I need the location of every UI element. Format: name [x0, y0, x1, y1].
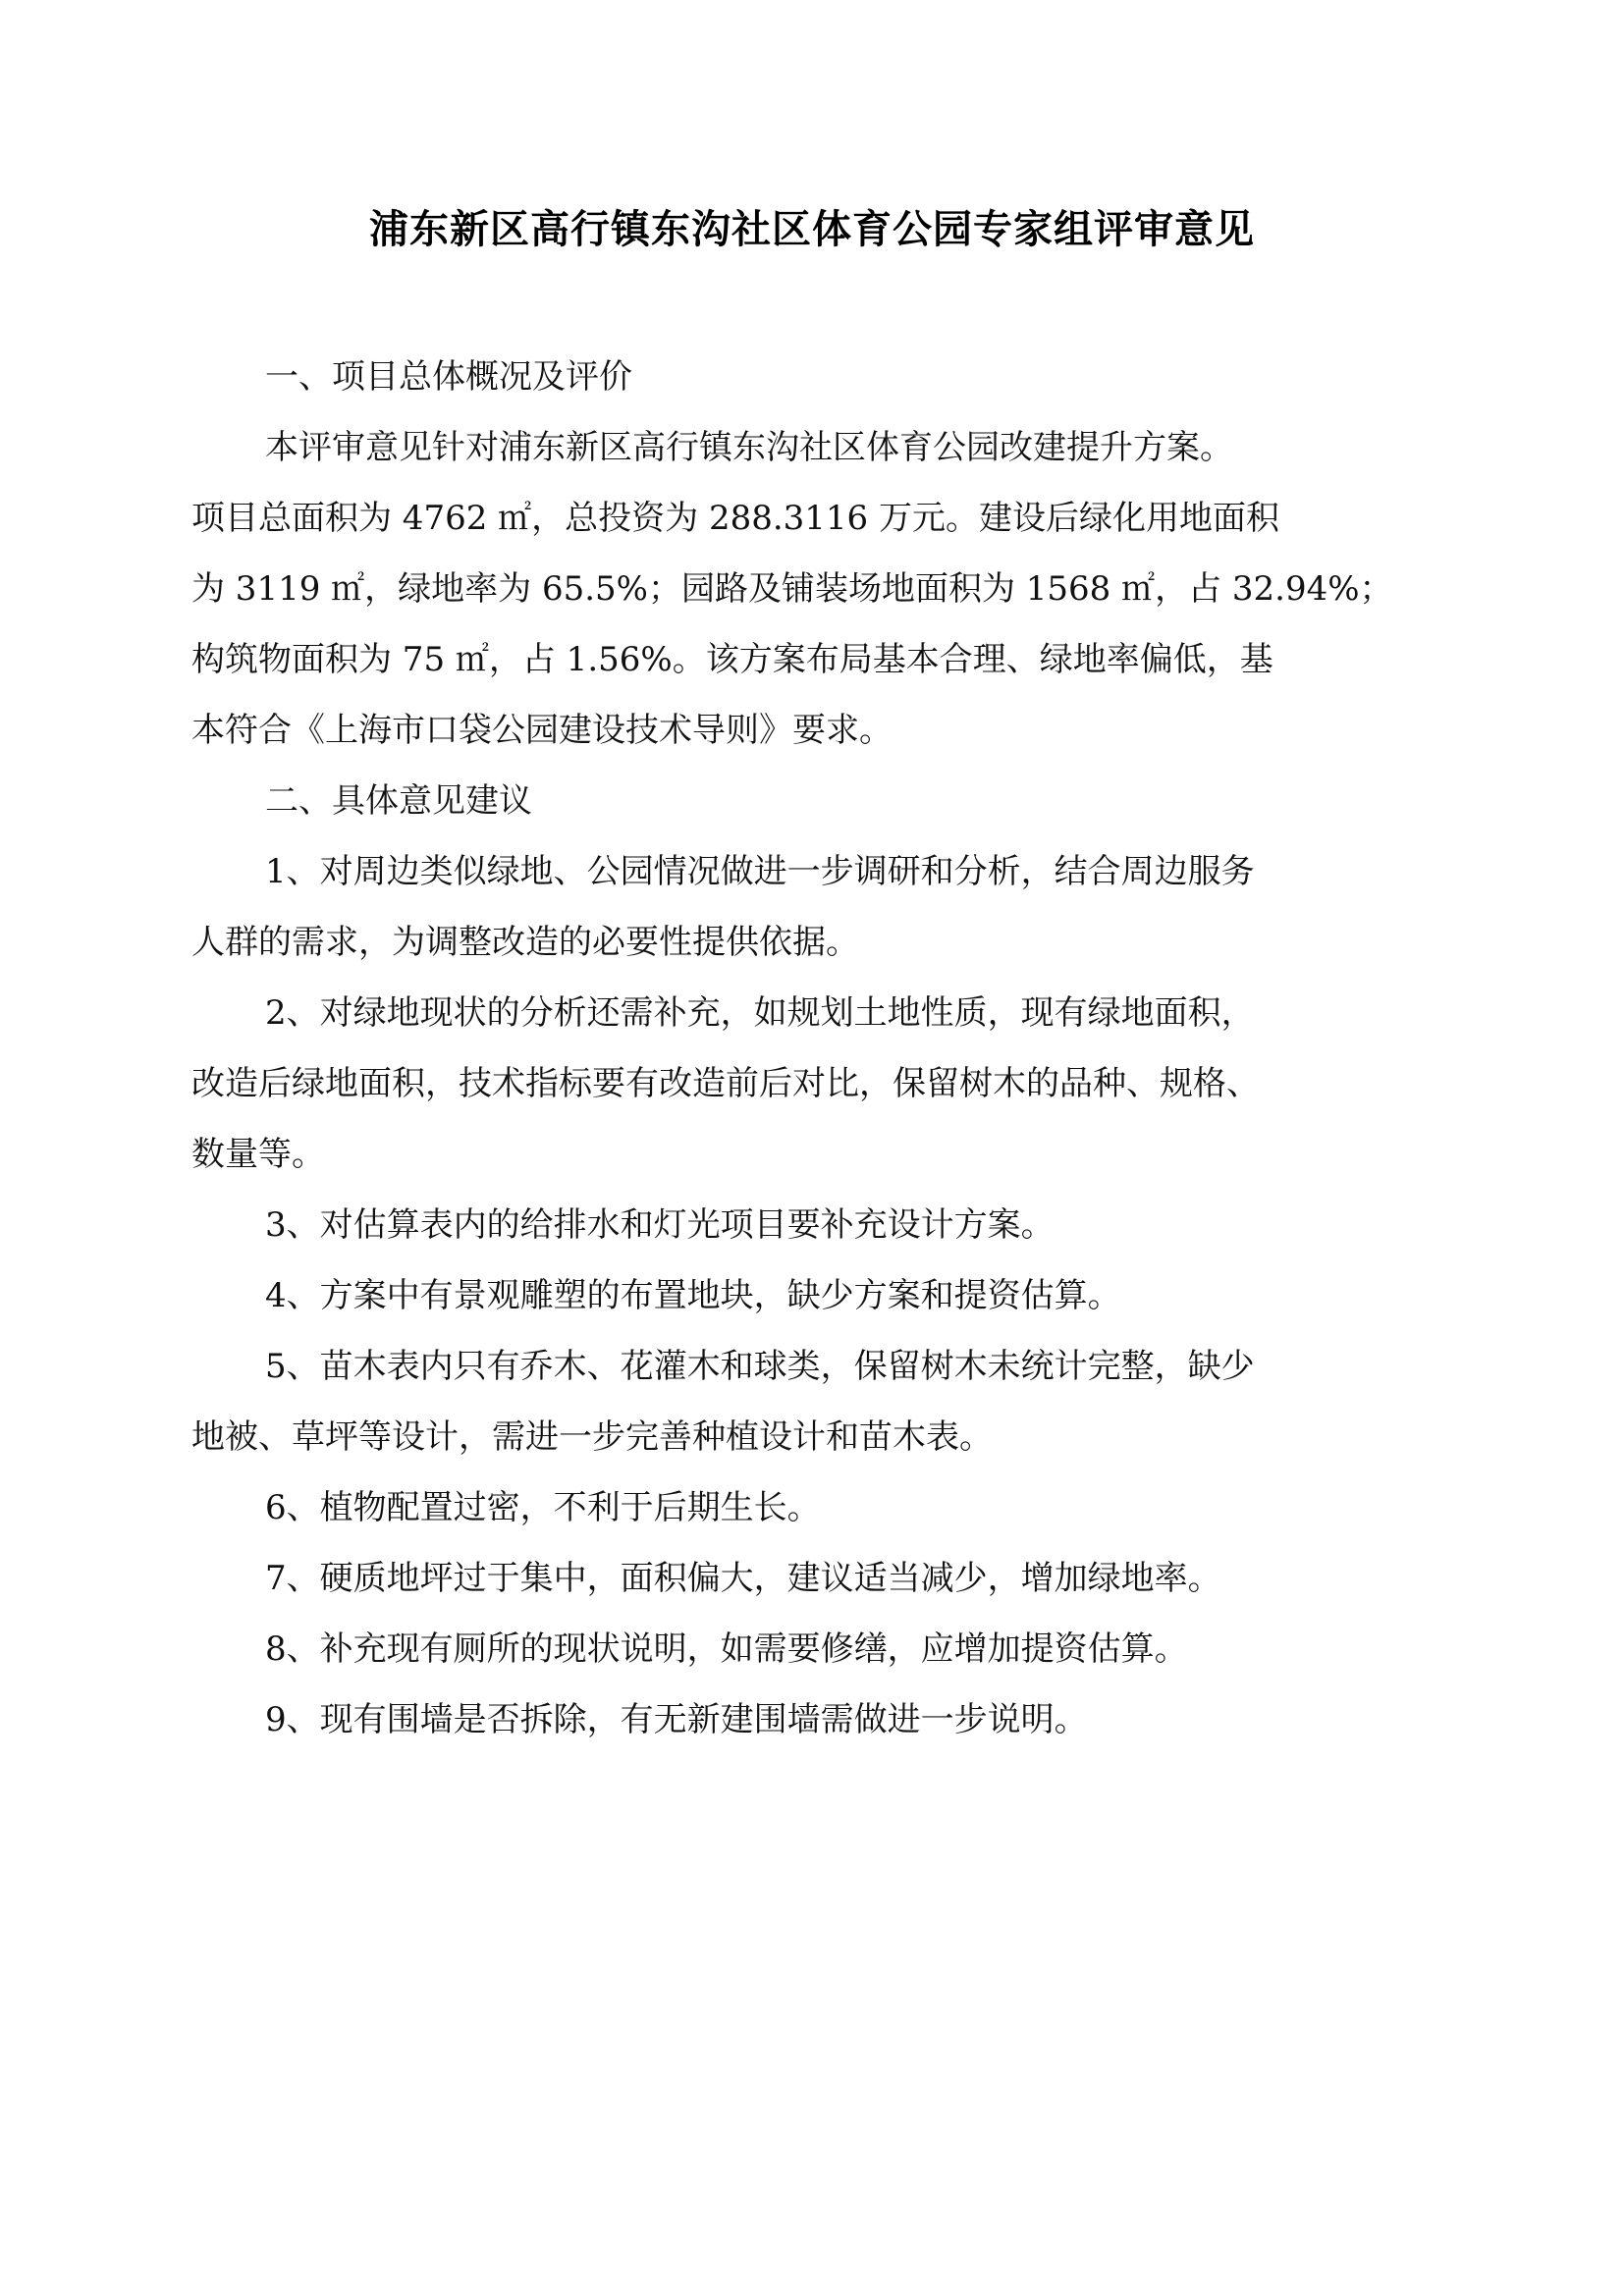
text-line: 5、苗木表内只有乔木、花灌木和球类，保留树木未统计完整，缺少: [265, 1347, 1255, 1386]
text-line: 4、方案中有景观雕塑的布置地块，缺少方案和提资估算。: [265, 1276, 1121, 1315]
paragraph-overview: [191, 412, 1393, 766]
text-line: 1、对周边类似绿地、公园情况做进一步调研和分析，结合周边服务: [265, 852, 1255, 891]
list-item-8: [191, 1614, 1384, 1684]
list-item-3: [191, 1190, 1384, 1260]
list-item-1: [191, 836, 1384, 978]
text-line: 本符合《上海市口袋公园建设技术导则》要求。: [191, 711, 893, 750]
text-line: 2、对绿地现状的分析还需补充，如规划土地性质，现有绿地面积，: [265, 993, 1255, 1033]
text-line: 地被、草坪等设计，需进一步完善种植设计和苗木表。: [191, 1417, 993, 1457]
list-item-6: [191, 1472, 1384, 1543]
list-item-2: [191, 978, 1384, 1190]
list-item-4: [191, 1260, 1384, 1331]
text-line: 8、补充现有厕所的现状说明，如需要修缮，应增加提资估算。: [265, 1629, 1188, 1669]
text-line: 3、对估算表内的给排水和灯光项目要补充设计方案。: [265, 1205, 1055, 1245]
text-line: 人群的需求，为调整改造的必要性提供依据。: [191, 923, 859, 962]
text-line: 构筑物面积为 75 ㎡，占 1.56%。该方案布局基本合理、绿地率偏低，基: [191, 640, 1273, 679]
list-item-5: [191, 1331, 1384, 1472]
list-item-7: [191, 1543, 1384, 1614]
section-heading-suggestions: [191, 766, 1384, 836]
text-line: 二、具体意见建议: [265, 781, 532, 821]
text-line: 一、项目总体概况及评价: [265, 357, 632, 397]
text-line: 项目总面积为 4762 ㎡，总投资为 288.3116 万元。建设后绿化用地面积: [191, 499, 1279, 538]
text-line: 7、硬质地坪过于集中，面积偏大，建议适当减少，增加绿地率。: [265, 1559, 1221, 1598]
document-title: 浦东新区高行镇东沟社区体育公园专家组评审意见: [369, 207, 1255, 252]
list-item-9: [191, 1684, 1384, 1755]
text-line: 改造后绿地面积，技术指标要有改造前后对比，保留树木的品种、规格、: [191, 1064, 1260, 1103]
text-line: 数量等。: [191, 1135, 325, 1174]
text-line: 为 3119 ㎡，绿地率为 65.5%；园路及铺装场地面积为 1568 ㎡，占 32.94%；: [191, 569, 1393, 609]
text-line: 6、植物配置过密，不利于后期生长。: [265, 1488, 821, 1527]
document-body: [191, 342, 1393, 1755]
text-line: 本评审意见针对浦东新区高行镇东沟社区体育公园改建提升方案。: [265, 428, 1233, 467]
text-line: 9、现有围墙是否拆除，有无新建围墙需做进一步说明。: [265, 1700, 1088, 1739]
section-heading-overview: [191, 342, 1384, 412]
